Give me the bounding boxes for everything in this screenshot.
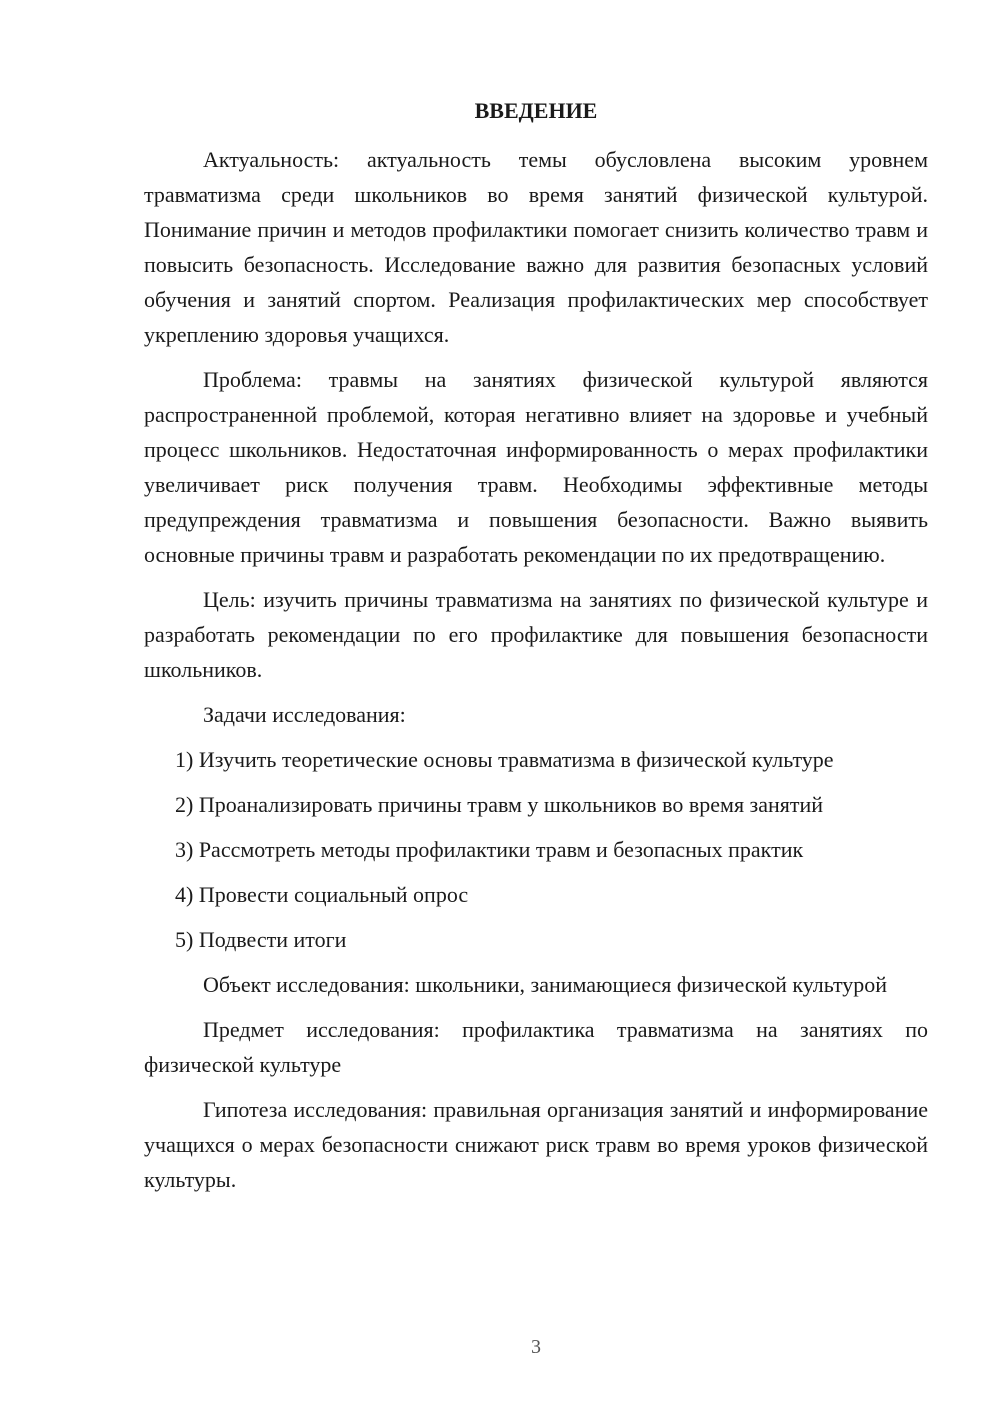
hypothesis-paragraph: Гипотеза исследования: правильная организация занятий и информирование учащихся о мерах безопасности снижают риск травм во время уроков физической культуры. [144, 1097, 928, 1192]
document-body [144, 142, 928, 1207]
list-item: 5) Подвести итоги [175, 927, 347, 952]
list-item: 3) Рассмотреть методы профилактики травм и безопасных практик [175, 837, 804, 862]
list-item: 1) Изучить теоретические основы травматизма в физической культуре [175, 747, 834, 772]
list-item: 4) Провести социальный опрос [175, 882, 469, 907]
relevance-paragraph: Актуальность: актуальность темы обусловлена высоким уровнем травматизма среди школьников во время занятий физической культурой. Понимание причин и методов профилактики помогает снизить количество травм и повысить безопасность. Исследование важно для развития безопасных условий обучения и занятий спортом. Реализация профилактических мер способствует укреплению здоровья учащихся. [144, 147, 928, 347]
object-paragraph: Объект исследования: школьники, занимающиеся физической культурой [203, 972, 888, 997]
list-item: 2) Проанализировать причины травм у школьников во время занятий [175, 792, 824, 817]
tasks-list [144, 742, 928, 957]
page-number: 3 [531, 1336, 541, 1358]
page-title: ВВЕДЕНИЕ [474, 98, 598, 123]
goal-paragraph: Цель: изучить причины травматизма на занятиях по физической культуре и разработать рекомендации по его профилактике для повышения безопасности школьников. [144, 587, 928, 682]
subject-paragraph: Предмет исследования: профилактика травматизма на занятиях по физической культуре [144, 1017, 928, 1077]
problem-paragraph: Проблема: травмы на занятиях физической культурой являются распространенной проблемой, которая негативно влияет на здоровье и учебный процесс школьников. Недостаточная информированность о мерах профилактики увеличивает риск получения травм. Необходимы эффективные методы предупреждения травматизма и повышения безопасности. Важно выявить основные причины травм и разработать рекомендации по их предотвращению. [144, 367, 928, 567]
tasks-heading: Задачи исследования: [203, 702, 406, 727]
